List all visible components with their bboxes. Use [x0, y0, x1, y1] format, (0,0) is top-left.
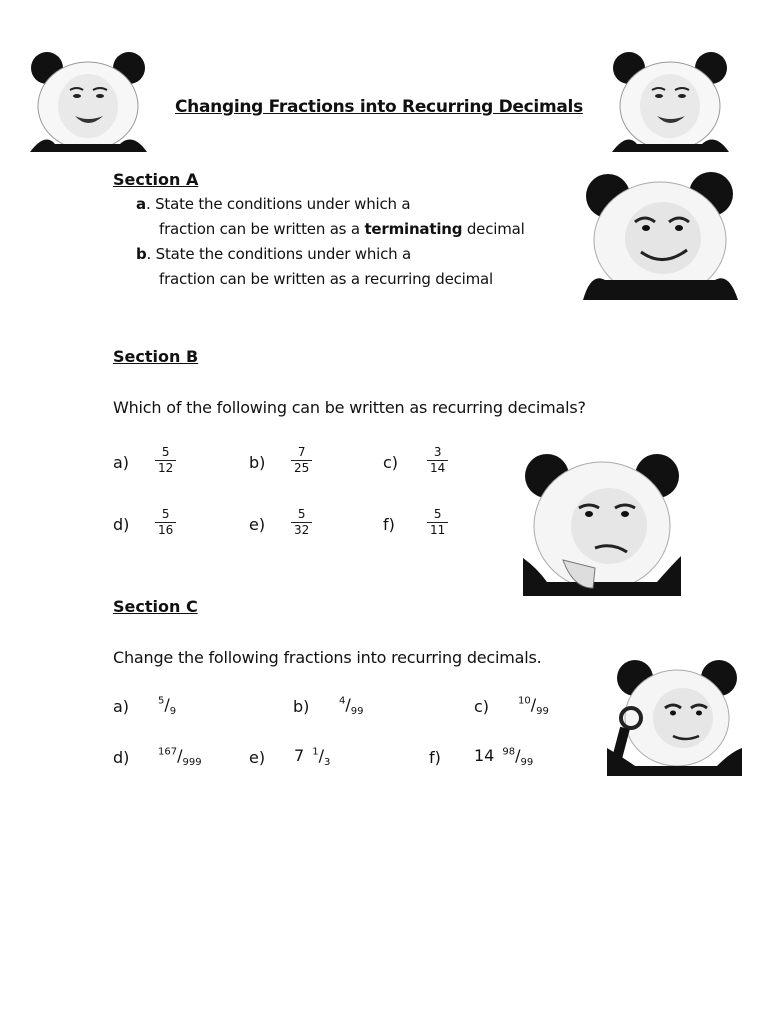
fraction [155, 445, 176, 476]
item-label: b) [249, 453, 266, 472]
question-a-label: a [136, 195, 146, 213]
denominator: 9 [169, 706, 177, 718]
item-label: d) [113, 515, 130, 534]
item-label: e) [249, 748, 266, 767]
denominator: 11 [427, 522, 448, 538]
panda-meme-image-section-b [523, 448, 681, 596]
numerator: 7 [297, 445, 306, 459]
question-a-line2 [159, 220, 525, 238]
fraction [155, 507, 176, 538]
slash-fraction: 14 $^{98}/_{99}$ [474, 746, 534, 769]
section-a-heading: Section A [113, 170, 199, 189]
slash-fraction: $^5/_9$ [158, 695, 177, 718]
section-c-heading: Section C [113, 597, 198, 616]
question-a-text2-post: decimal [462, 220, 525, 238]
numerator: 3 [433, 445, 442, 459]
question-b-line2: fraction can be written as a recurring decimal [159, 270, 494, 288]
denominator: 999 [182, 757, 202, 769]
denominator: 14 [427, 460, 448, 476]
question-b-label: b [136, 245, 147, 263]
denominator: 12 [155, 460, 176, 476]
denominator: 3 [323, 757, 331, 769]
numerator: 98 [502, 746, 516, 758]
section-b-question: Which of the following can be written as recurring decimals? [113, 398, 586, 417]
question-b-line1 [136, 245, 411, 263]
fraction [291, 507, 312, 538]
page-title: Changing Fractions into Recurring Decimals [175, 97, 583, 117]
item-label: f) [383, 515, 395, 534]
item-label: c) [474, 697, 490, 716]
question-a-keyword: terminating [364, 220, 463, 238]
question-a-text1: . State the conditions under which a [145, 195, 411, 213]
fraction [291, 445, 312, 476]
numerator: 5 [161, 507, 170, 521]
panda-meme-image-top-left [25, 48, 150, 152]
section-c-instruction: Change the following fractions into recurring decimals. [113, 648, 542, 667]
numerator: 5 [161, 445, 170, 459]
denominator: 99 [350, 706, 364, 718]
panda-meme-image-section-a [583, 168, 738, 300]
section-b-heading: Section B [113, 347, 199, 366]
panda-meme-image-section-c [607, 656, 742, 776]
whole-number: 7 [294, 746, 305, 765]
item-label: e) [249, 515, 266, 534]
slash-fraction: $^{167}/_{999}$ [158, 746, 202, 769]
item-label: d) [113, 748, 130, 767]
item-label: a) [113, 697, 130, 716]
numerator: 1 [312, 746, 319, 758]
question-a-text2-pre: fraction can be written as a [159, 220, 365, 238]
numerator: 5 [433, 507, 442, 521]
denominator: 99 [520, 757, 534, 769]
question-a-line1 [136, 195, 410, 213]
item-label: a) [113, 453, 130, 472]
numerator: 10 [518, 695, 531, 707]
item-label: f) [429, 748, 441, 767]
item-label: b) [293, 697, 310, 716]
numerator: 5 [158, 695, 165, 707]
denominator: 25 [291, 460, 312, 476]
denominator: 99 [536, 706, 549, 718]
whole-number: 14 [474, 746, 495, 765]
item-label: c) [383, 453, 399, 472]
slash-fraction: $^4/_{99}$ [339, 695, 364, 718]
fraction [427, 445, 448, 476]
fraction [427, 507, 448, 538]
denominator: 32 [291, 522, 312, 538]
numerator: 5 [297, 507, 306, 521]
slash-fraction: $^{10}/_{99}$ [518, 695, 549, 718]
panda-meme-image-top-right [607, 48, 732, 152]
numerator: 4 [339, 695, 346, 707]
slash-fraction: 7 $^1/_3$ [294, 746, 331, 769]
denominator: 16 [155, 522, 176, 538]
numerator: 167 [158, 746, 178, 758]
question-b-text1: . State the conditions under which a [146, 245, 412, 263]
